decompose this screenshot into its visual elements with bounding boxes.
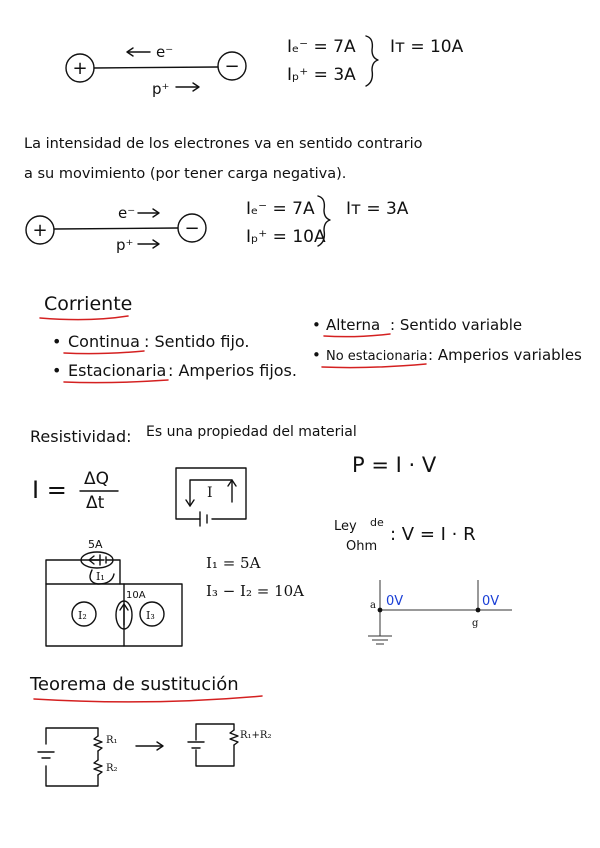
mesh-circuit-diagram [46, 538, 182, 646]
ohm-de: de [370, 516, 384, 529]
resistividad-label: Resistividad: [30, 427, 132, 446]
mesh-label-10a: 10A [126, 590, 146, 601]
plus-terminal-2: + [32, 220, 48, 241]
estacionaria-term: Estacionaria [68, 361, 167, 380]
current-formula-num: ΔQ [84, 469, 110, 489]
eq-protons-1: Iₚ⁺ = 3A [287, 65, 356, 85]
estacionaria-underline [64, 380, 168, 383]
r-sum-label: R₁+R₂ [240, 730, 272, 741]
note-line-2: a su movimiento (por tener carga negativa). [24, 166, 347, 182]
node-g-label: g [472, 618, 479, 629]
electron-label-2: e⁻ [118, 204, 136, 222]
r2-label: R₂ [106, 763, 118, 774]
no-estacionaria-term: No estacionaria [326, 349, 428, 364]
node-g-voltage: 0V [482, 594, 500, 609]
eq-electrons-2: Iₑ⁻ = 7A [246, 199, 315, 219]
continua-underline [64, 351, 144, 354]
minus-terminal-2: − [184, 218, 200, 239]
mesh-label-5a: 5A [88, 538, 103, 551]
equivalent-resistor-circuit [188, 724, 271, 766]
loop-circuit-diagram [176, 468, 246, 526]
eq-total-2: Iᴛ = 3A [346, 199, 409, 219]
proton-label-1: p⁺ [152, 80, 170, 98]
resistividad-text: Es una propiedad del material [146, 424, 357, 440]
power-formula: P = I · V [352, 453, 437, 477]
mesh-i2-label: I₂ [78, 609, 87, 622]
loop-current-label: I [207, 485, 213, 501]
alterna-term: Alterna [326, 316, 381, 334]
continua-def: : Sentido fijo. [144, 332, 250, 351]
current-formula-lhs: I = [32, 476, 67, 504]
bullet-alterna: • [312, 316, 321, 334]
alterna-underline [324, 334, 390, 337]
corriente-underline [40, 316, 128, 320]
eq-protons-2: Iₚ⁺ = 10A [246, 227, 326, 247]
eq-electrons-1: Iₑ⁻ = 7A [287, 37, 356, 57]
charge-diagram-1 [66, 43, 246, 98]
teorema-heading: Teorema de sustitución [30, 674, 239, 695]
plus-terminal-1: + [72, 58, 88, 79]
series-resistors-circuit [38, 728, 118, 786]
bullet-no-estacionaria: • [312, 346, 321, 364]
mesh-eq-1: I₁ = 5A [206, 554, 261, 572]
minus-terminal-1: − [224, 56, 240, 77]
mesh-i3-label: I₃ [146, 609, 155, 622]
ohm-law: : V = I · R [390, 524, 476, 545]
ohm-ley: Ley [334, 519, 357, 534]
r1-label: R₁ [106, 735, 118, 746]
continua-term: Continua [68, 332, 140, 351]
current-formula-den: Δt [86, 493, 105, 513]
electron-label-1: e⁻ [156, 43, 174, 61]
ohm-name: Ohm [346, 539, 378, 554]
eq-total-1: Iᴛ = 10A [390, 37, 464, 57]
mesh-eq-2: I₃ − I₂ = 10A [206, 582, 305, 600]
bullet-continua: • [52, 332, 62, 351]
teorema-underline [34, 696, 262, 702]
estacionaria-def: : Amperios fijos. [168, 361, 297, 380]
ground-node-diagram [368, 580, 512, 644]
no-estacionaria-def: : Amperios variables [428, 346, 582, 364]
node-a-label: a [370, 600, 376, 611]
mesh-i1-label: I₁ [96, 570, 105, 583]
bullet-estacionaria: • [52, 361, 62, 380]
no-estacionaria-underline [322, 364, 426, 368]
alterna-def: : Sentido variable [390, 316, 523, 334]
note-line-1: La intensidad de los electrones va en sentido contrario [24, 136, 423, 152]
charge-diagram-2 [26, 204, 206, 254]
proton-label-2: p⁺ [116, 236, 134, 254]
node-a-voltage: 0V [386, 594, 404, 609]
brace-1 [366, 36, 378, 86]
corriente-heading: Corriente [44, 293, 133, 315]
